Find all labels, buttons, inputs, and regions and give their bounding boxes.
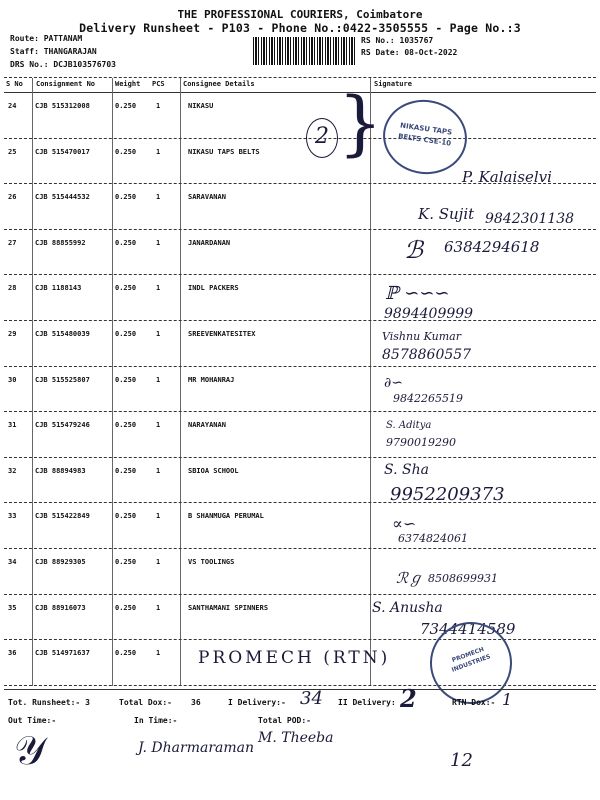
row-pcs: 1 [156, 466, 161, 475]
row-sno: 36 [8, 649, 17, 658]
col-signature: Signature [374, 80, 412, 88]
row-sno: 26 [8, 193, 17, 202]
total-dox-value: 36 [191, 698, 201, 707]
row-consignment: CJB 515312008 [35, 102, 90, 110]
row-divider [4, 366, 596, 367]
row-divider [4, 548, 596, 549]
ii-delivery-count: 2 [400, 684, 417, 713]
runsheet-title: Delivery Runsheet - P103 - Phone No.:0422-3505555 - Page No.:3 [79, 21, 521, 35]
ii-delivery-label: II Delivery: [338, 698, 396, 707]
row-weight: 0.250 [115, 193, 137, 202]
row-sno: 30 [8, 375, 17, 384]
signature-28: ℙ ∽∽∽ [385, 283, 450, 304]
row-consignee: B SHANMUGA PERUMAL [188, 512, 264, 521]
bottom-signature: J. Dharmaraman [138, 740, 255, 756]
row-consignment: CJB 88894983 [35, 466, 86, 475]
i-delivery-count: 34 [300, 688, 323, 709]
row-consignee: NARAYANAN [188, 421, 226, 430]
row-weight: 0.250 [115, 512, 137, 521]
signature-28-phone: 9894409999 [384, 306, 474, 322]
row-consignment: CJB 515480039 [35, 330, 90, 338]
row-consignment: CJB 515479246 [35, 421, 90, 430]
company-title: THE PROFESSIONAL COURIERS, Coimbatore [177, 8, 423, 21]
row-sno: 27 [8, 238, 17, 247]
row-sno: 31 [8, 421, 17, 430]
row-divider [4, 594, 596, 595]
row-consignee: SBIOA SCHOOL [188, 466, 239, 475]
col-consignee: Consignee Details [183, 80, 255, 88]
row-consignee: SARAVANAN [188, 193, 226, 202]
signature-30-phone: 9842265519 [393, 392, 463, 405]
row-divider [4, 138, 596, 139]
col-weight: Weight [115, 80, 141, 88]
row-divider [4, 320, 596, 321]
row-weight: 0.250 [115, 375, 137, 384]
total-dox-label: Total Dox:- [119, 698, 172, 707]
row-sno: 35 [8, 603, 17, 612]
col-pcs: PCS [152, 80, 165, 88]
row-pcs: 1 [156, 147, 161, 156]
row-pcs: 1 [156, 649, 161, 658]
bottom-right-mark: 12 [450, 750, 473, 771]
out-time-mark: 𝒴 [14, 728, 46, 774]
row-consignment: CJB 88855992 [35, 238, 86, 247]
signature-26-name: K. Sujit [418, 205, 475, 223]
signature-35-name: S. Anusha [372, 600, 443, 616]
row-weight: 0.250 [115, 466, 137, 475]
row-weight: 0.250 [115, 603, 137, 612]
signature-31-name: S. Aditya [386, 420, 432, 431]
table-top-rule [4, 77, 596, 78]
row-consignment: CJB 88916073 [35, 603, 86, 612]
row-weight: 0.250 [115, 102, 137, 110]
route-label: Route: PATTANAM [10, 34, 83, 43]
row-consignee: VS TOOLINGS [188, 558, 235, 566]
total-pod-signature: M. Theeba [258, 730, 334, 746]
row-sno: 34 [8, 558, 17, 566]
signature-33-mark: ∝∽ [392, 514, 417, 533]
total-pod-label: Total POD:- [258, 716, 311, 725]
row-consignee: SREEVENKATESITEX [188, 330, 256, 338]
row-pcs: 1 [156, 375, 161, 384]
row-weight: 0.250 [115, 284, 137, 293]
row-consignee: MR MOHANRAJ [188, 375, 235, 384]
signature-26-phone: 9842301138 [485, 211, 575, 227]
signature-35-phone: 7344414589 [420, 620, 516, 638]
row-sno: 25 [8, 147, 17, 156]
row-pcs: 1 [156, 193, 161, 202]
row36-note: PROMECH (RTN) [198, 648, 391, 668]
col-divider [180, 78, 181, 686]
rs-number: RS No.: 1035767 [361, 36, 434, 45]
row-consignment: CJB 1188143 [35, 284, 82, 293]
signature-34-mark: ℛℊ [396, 569, 423, 587]
row-consignee: SANTHAMANI SPINNERS [188, 603, 269, 612]
row-weight: 0.250 [115, 421, 137, 430]
barcode-image [253, 37, 355, 65]
i-delivery-label: I Delivery:- [228, 698, 286, 707]
row-consignment: CJB 515470017 [35, 147, 90, 156]
row-divider [4, 411, 596, 412]
col-consignment: Consignment No [36, 80, 96, 88]
signature-32-name: S. Sha [384, 462, 429, 478]
row-divider [4, 457, 596, 458]
signature-31-phone: 9790019290 [386, 436, 456, 449]
signature-33-phone: 6374824061 [398, 532, 468, 545]
row-weight: 0.250 [115, 238, 137, 247]
out-time-label: Out Time:- [8, 716, 57, 725]
curly-bracket: } [338, 82, 383, 164]
col-divider [32, 78, 33, 686]
row-consignment: CJB 515422849 [35, 512, 90, 521]
signature-32-phone: 9952209373 [390, 484, 505, 505]
row-consignment: CJB 514971637 [35, 649, 90, 658]
signature-25: P. Kalaiselvi [462, 168, 552, 186]
row-sno: 29 [8, 330, 17, 338]
row-weight: 0.250 [115, 649, 137, 658]
row-sno: 33 [8, 512, 17, 521]
signature-34-phone: 8508699931 [428, 572, 498, 585]
rs-date: RS Date: 08-Oct-2022 [361, 48, 458, 57]
row-pcs: 1 [156, 284, 161, 293]
col-divider [370, 78, 371, 686]
drs-number: DRS No.: DCJB103576703 [10, 60, 116, 69]
staff-label: Staff: THANGARAJAN [10, 47, 97, 56]
table-header-rule [4, 92, 596, 93]
stamp-text: NIKASU TAPS BELTS CSE-10 [397, 121, 453, 148]
row-consignment: CJB 515444532 [35, 193, 90, 202]
row-consignee: NIKASU TAPS BELTS [188, 147, 260, 156]
signature-29-phone: 8578860557 [382, 347, 472, 363]
signature-30: ∂∽ [384, 375, 403, 391]
col-divider [112, 78, 113, 686]
rtn-dox-label: RTN Dox:- [452, 698, 496, 707]
signature-29-name: Vishnu Kumar [382, 330, 461, 343]
bracket-note: 2 [306, 118, 338, 158]
signature-27-mark: ℬ [404, 236, 423, 264]
row-sno: 32 [8, 466, 17, 475]
row-pcs: 1 [156, 421, 161, 430]
row-pcs: 1 [156, 512, 161, 521]
signature-27-phone: 6384294618 [444, 238, 540, 256]
company-stamp [378, 95, 471, 180]
rtn-dox-count: 1 [502, 690, 513, 709]
row-consignment: CJB 88929305 [35, 558, 86, 566]
total-runsheet: Tot. Runsheet:- 3 [8, 698, 90, 707]
row-pcs: 1 [156, 330, 161, 338]
row-divider [4, 274, 596, 275]
row-consignment: CJB 515525807 [35, 375, 90, 384]
row-pcs: 1 [156, 603, 161, 612]
row-divider [4, 685, 596, 686]
in-time-label: In Time:- [134, 716, 178, 725]
row-pcs: 1 [156, 558, 161, 566]
stamp-text: PROMECH INDUSTRIES [450, 645, 492, 674]
row-sno: 24 [8, 102, 17, 110]
row-weight: 0.250 [115, 147, 137, 156]
row-pcs: 1 [156, 238, 161, 247]
row-consignee: JANARDANAN [188, 238, 231, 247]
row-divider [4, 229, 596, 230]
row-pcs: 1 [156, 102, 161, 110]
row-weight: 0.250 [115, 330, 137, 338]
col-sno: S No [6, 80, 23, 88]
row-divider [4, 502, 596, 503]
row-consignee: NIKASU [188, 102, 214, 110]
row-weight: 0.250 [115, 558, 137, 566]
row-consignee: INDL PACKERS [188, 284, 239, 293]
row-divider [4, 639, 596, 640]
row-sno: 28 [8, 284, 17, 293]
